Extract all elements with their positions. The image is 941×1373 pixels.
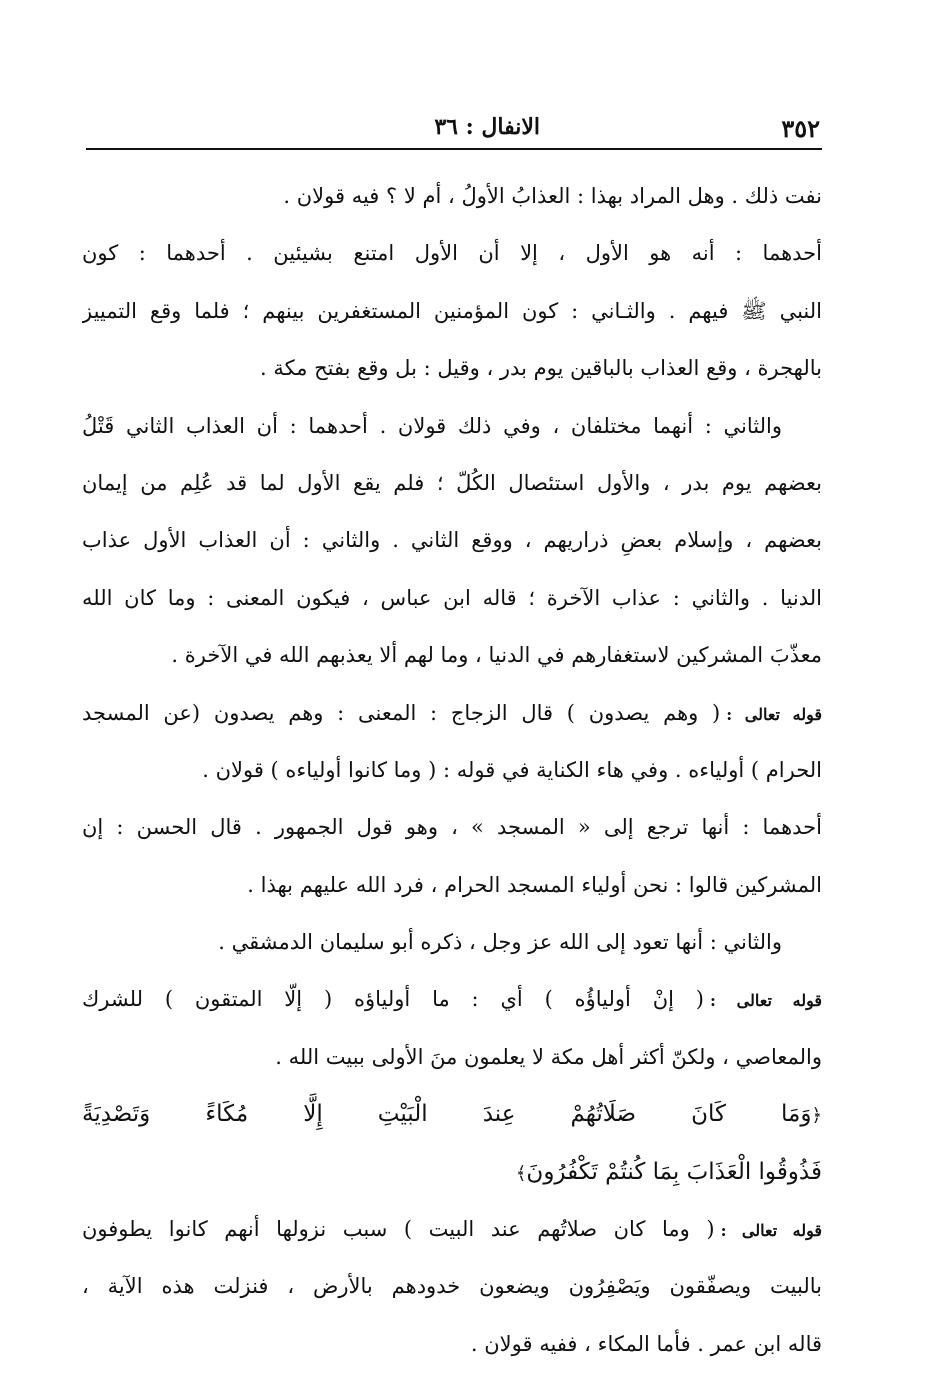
line-text: بالبيت ويصفّقون ويَصْفِرُون ويضعون خدودهم بالأرض ، فنزلت هذه الآية ، [82, 1274, 822, 1299]
text-line [82, 225, 822, 282]
verse-reference-label: قوله تعالى : [710, 991, 822, 1011]
verse-line [82, 1086, 822, 1143]
line-text: فَذُوقُوا الْعَذَابَ بِمَا كُنتُمْ تَكْفُرُونَ [526, 1158, 822, 1185]
verse-line [82, 1144, 822, 1201]
text-line [82, 168, 822, 225]
page-body [82, 168, 822, 1373]
line-text: نفت ذلك . وهل المراد بهذا : العذابُ الأولُ ، أم لا ؟ فيه قولان . [283, 184, 822, 208]
line-text: ( إنْ أولياؤُه ) أي : ما أولياؤه ( إلّا المتقون ) للشرك [82, 987, 704, 1012]
line-text: والمعاصي ، ولكنّ أكثر أهل مكة لا يعلمون منَ الأولى ببيت الله . [275, 1044, 822, 1069]
verse-open-bracket: ﴿ [811, 1105, 822, 1127]
running-head: الانفال : ٣٦ [434, 114, 540, 140]
text-line [82, 1258, 822, 1315]
line-text: أحدهما : أنها ترجع إلى « المسجد » ، وهو قول الجمهور . قال الحسن : إن [82, 815, 822, 840]
text-line [82, 570, 822, 627]
line-text: بالهجرة ، وقع العذاب بالباقين يوم بدر ، وقيل : بل وقع بفتح مكة . [259, 356, 822, 381]
text-line [82, 857, 822, 914]
text-line [82, 742, 822, 799]
page-number: ٣٥٢ [781, 114, 820, 143]
text-line [82, 398, 822, 455]
line-text: والثاني : أنها تعود إلى الله عز وجل ، ذكره أبو سليمان الدمشقي . [218, 930, 782, 955]
text-line [82, 1316, 822, 1373]
line-text: ( وهم يصدون ) قال الزجاج : المعنى : وهم يصدون (عن المسجد [82, 700, 721, 725]
header-rule [86, 148, 822, 150]
text-line [82, 340, 822, 397]
line-text: النبي ﷺ فيهم . والثـاني : كون المؤمنين المستغفرين بينهم ؛ فلما وقع التمييز [82, 298, 822, 323]
text-line [82, 283, 822, 340]
line-text: معذّبَ المشركين لاستغفارهم في الدنيا ، وما لهم ألا يعذبهم الله في الآخرة . [171, 643, 822, 668]
text-line [82, 455, 822, 512]
text-line [82, 627, 822, 684]
text-line [82, 799, 822, 856]
line-text: بعضهم ، وإسلام بعضِ ذراريهم ، ووقع الثاني . والثاني : أن العذاب الأول عذاب [82, 528, 822, 553]
text-line [82, 1029, 822, 1086]
text-line [82, 914, 822, 971]
line-text: قاله ابن عمر . فأما المكاء ، ففيه قولان . [470, 1331, 822, 1356]
verse-reference-label: قوله تعالى : [720, 1221, 822, 1241]
text-line [82, 685, 822, 742]
line-text: المشركين قالوا : نحن أولياء المسجد الحرام ، فرد الله عليهم بهذا . [247, 872, 822, 897]
line-text: أحدهما : أنه هو الأول ، إلا أن الأول امتنع بشيئين . أحدهما : كون [82, 241, 822, 266]
line-text: الحرام ) أولياءه . وفي هاء الكناية في قوله : ( وما كانوا أولياءه ) قولان . [202, 757, 822, 782]
line-text: وَمَا كَانَ صَلَاتُهُمْ عِندَ الْبَيْتِ إِلَّا مُكَاءً وَتَصْدِيَةً [82, 1101, 812, 1128]
line-text: ( وما كان صلاتُهم عند البيت ) سبب نزولها أنهم كانوا يطوفون [82, 1217, 715, 1242]
line-text: بعضهم يوم بدر ، والأول استئصال الكُلّ ؛ فلم يقع الأول لما قد عُلِم من إيمان [82, 470, 822, 495]
line-text: والثاني : أنهما مختلفان ، وفي ذلك قولان . أحدهما : أن العذاب الثاني قَتْلُ [82, 413, 782, 438]
text-line [82, 971, 822, 1028]
line-text: الدنيا . والثاني : عذاب الآخرة ؛ قاله ابن عباس ، فيكون المعنى : وما كان الله [82, 585, 822, 610]
verse-close-bracket: ﴾ [515, 1162, 527, 1184]
page-header [86, 108, 820, 148]
text-line [82, 1201, 822, 1258]
verse-reference-label: قوله تعالى : [726, 704, 822, 724]
text-line [82, 512, 822, 569]
